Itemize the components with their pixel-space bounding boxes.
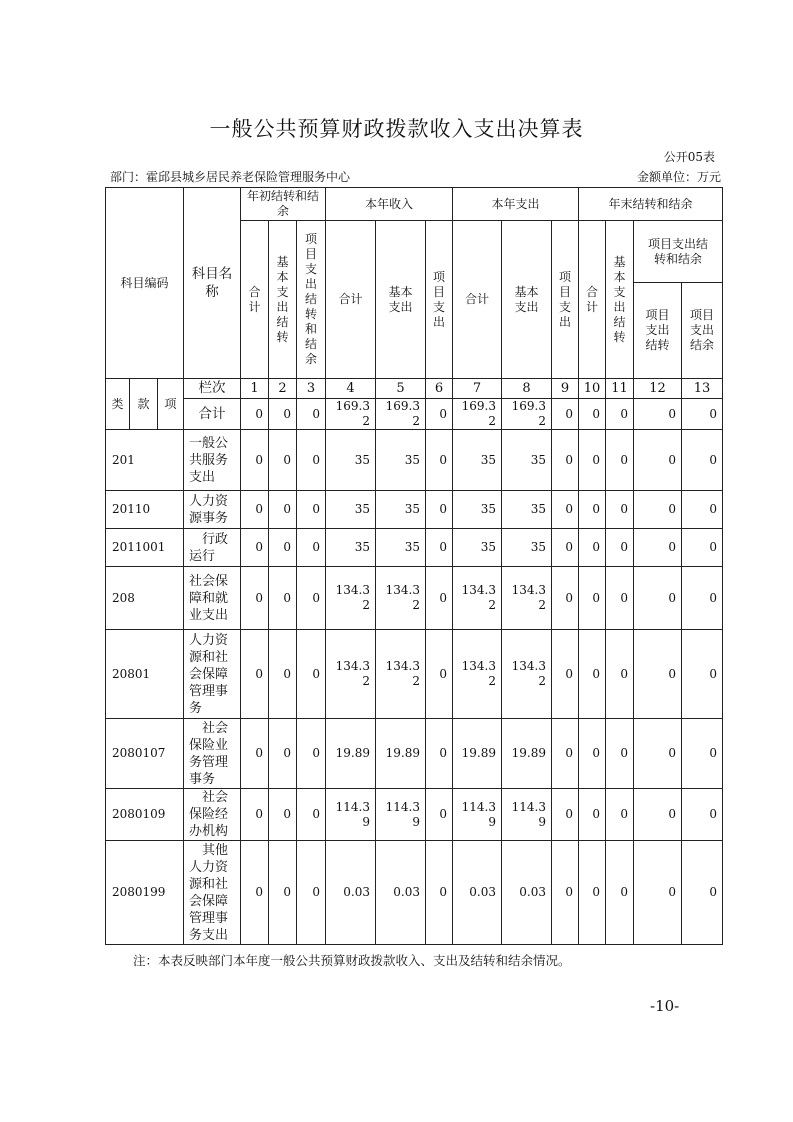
cell-value: 0 bbox=[426, 567, 453, 630]
cell-value: 0 bbox=[297, 567, 326, 630]
cell-value: 114.39 bbox=[502, 789, 552, 841]
cell-value: 0 bbox=[269, 529, 297, 567]
budget-table bbox=[105, 187, 723, 945]
cell-value: 0 bbox=[426, 630, 453, 719]
cell-value: 35 bbox=[326, 491, 376, 529]
cell-value: 114.39 bbox=[376, 789, 426, 841]
header-sub: 合计 bbox=[241, 221, 269, 379]
cell-value: 0 bbox=[297, 789, 326, 841]
document-title: 一般公共预算财政拨款收入支出决算表 bbox=[209, 117, 584, 141]
cell-value: 0 bbox=[552, 567, 579, 630]
cell-value: 0 bbox=[682, 841, 723, 945]
cell-value: 0 bbox=[269, 719, 297, 789]
cell-value: 35 bbox=[502, 529, 552, 567]
table-note: 注：本表反映部门本年度一般公共预算财政拨款收入、支出及结转和结余情况。 bbox=[133, 953, 571, 968]
cell-value: 0 bbox=[552, 529, 579, 567]
cell-value: 19.89 bbox=[326, 719, 376, 789]
cell-value: 35 bbox=[453, 430, 502, 491]
subject-code: 201 bbox=[106, 430, 184, 491]
table-row bbox=[106, 789, 723, 841]
total-value: 0 bbox=[297, 399, 326, 430]
subject-name: 一般公共服务支出 bbox=[184, 430, 241, 491]
header-sub: 合计 bbox=[579, 221, 606, 379]
cell-value: 0 bbox=[426, 430, 453, 491]
cell-value: 0 bbox=[634, 430, 682, 491]
header-code: 科目编码 bbox=[106, 188, 184, 379]
cell-value: 134.32 bbox=[376, 567, 426, 630]
cell-value: 134.32 bbox=[502, 630, 552, 719]
cell-value: 0 bbox=[579, 789, 606, 841]
column-number: 10 bbox=[579, 379, 606, 399]
cell-value: 0 bbox=[426, 789, 453, 841]
cell-value: 0 bbox=[297, 841, 326, 945]
cell-value: 0 bbox=[606, 491, 634, 529]
cell-value: 0 bbox=[634, 491, 682, 529]
cell-value: 0 bbox=[606, 841, 634, 945]
cell-value: 0 bbox=[552, 719, 579, 789]
cell-value: 134.32 bbox=[326, 567, 376, 630]
header-group: 本年收入 bbox=[326, 188, 453, 221]
cell-value: 0 bbox=[579, 529, 606, 567]
cell-value: 35 bbox=[326, 529, 376, 567]
subject-code: 2080107 bbox=[106, 719, 184, 789]
cell-value: 0.03 bbox=[502, 841, 552, 945]
subject-code: 20110 bbox=[106, 491, 184, 529]
cell-value: 19.89 bbox=[502, 719, 552, 789]
cell-value: 0 bbox=[606, 529, 634, 567]
total-value: 169.32 bbox=[376, 399, 426, 430]
table-row bbox=[106, 841, 723, 945]
column-number: 11 bbox=[606, 379, 634, 399]
cell-value: 0 bbox=[426, 491, 453, 529]
cell-value: 0 bbox=[269, 567, 297, 630]
table-row bbox=[106, 491, 723, 529]
table-row bbox=[106, 630, 723, 719]
subject-name: 社会保险经办机构 bbox=[184, 789, 241, 841]
header-lanci: 栏次 bbox=[184, 379, 241, 399]
cell-value: 0 bbox=[241, 841, 269, 945]
subject-code: 2080199 bbox=[106, 841, 184, 945]
cell-value: 35 bbox=[376, 430, 426, 491]
header-sub: 合计 bbox=[326, 221, 376, 379]
cell-value: 0.03 bbox=[453, 841, 502, 945]
column-number: 2 bbox=[269, 379, 297, 399]
subject-name: 人力资源事务 bbox=[184, 491, 241, 529]
cell-value: 0 bbox=[682, 567, 723, 630]
cell-value: 114.39 bbox=[326, 789, 376, 841]
cell-value: 0 bbox=[682, 719, 723, 789]
cell-value: 0 bbox=[579, 841, 606, 945]
cell-value: 35 bbox=[326, 430, 376, 491]
header-lei: 类 bbox=[106, 379, 130, 430]
header-group: 本年支出 bbox=[453, 188, 579, 221]
cell-value: 0 bbox=[241, 529, 269, 567]
subject-name: 人力资源和社会保障管理事务 bbox=[184, 630, 241, 719]
column-number: 8 bbox=[502, 379, 552, 399]
cell-value: 0 bbox=[634, 719, 682, 789]
column-number: 12 bbox=[634, 379, 682, 399]
page-number: -10- bbox=[650, 997, 680, 1015]
cell-value: 0 bbox=[552, 841, 579, 945]
cell-value: 0 bbox=[682, 789, 723, 841]
cell-value: 35 bbox=[453, 529, 502, 567]
column-number: 13 bbox=[682, 379, 723, 399]
cell-value: 134.32 bbox=[376, 630, 426, 719]
subject-code: 20801 bbox=[106, 630, 184, 719]
cell-value: 0 bbox=[552, 630, 579, 719]
cell-value: 0 bbox=[297, 430, 326, 491]
cell-value: 0 bbox=[241, 719, 269, 789]
header-sub: 合计 bbox=[453, 221, 502, 379]
header-kuan: 款 bbox=[130, 379, 158, 430]
header-sub: 基本支出 bbox=[376, 221, 426, 379]
cell-value: 0 bbox=[606, 430, 634, 491]
cell-value: 0 bbox=[606, 630, 634, 719]
column-number: 6 bbox=[426, 379, 453, 399]
cell-value: 35 bbox=[502, 491, 552, 529]
cell-value: 134.32 bbox=[453, 567, 502, 630]
cell-value: 0 bbox=[606, 789, 634, 841]
header-sub2: 项目支出结余 bbox=[682, 283, 723, 379]
cell-value: 35 bbox=[453, 491, 502, 529]
cell-value: 0 bbox=[606, 567, 634, 630]
form-number: 公开05表 bbox=[663, 150, 715, 164]
table-row bbox=[106, 529, 723, 567]
subject-name: 社会保险业务管理事务 bbox=[184, 719, 241, 789]
subject-name: 社会保障和就业支出 bbox=[184, 567, 241, 630]
cell-value: 35 bbox=[376, 529, 426, 567]
cell-value: 0 bbox=[269, 430, 297, 491]
cell-value: 0 bbox=[552, 430, 579, 491]
column-number: 3 bbox=[297, 379, 326, 399]
cell-value: 0 bbox=[297, 529, 326, 567]
amount-unit: 金额单位：万元 bbox=[636, 170, 721, 184]
cell-value: 0 bbox=[634, 529, 682, 567]
cell-value: 0 bbox=[552, 789, 579, 841]
cell-value: 0 bbox=[269, 630, 297, 719]
cell-value: 35 bbox=[502, 430, 552, 491]
cell-value: 0 bbox=[682, 430, 723, 491]
header-sub: 基本支出结转 bbox=[606, 221, 634, 379]
header-group: 年末结转和结余 bbox=[579, 188, 723, 221]
column-number: 7 bbox=[453, 379, 502, 399]
cell-value: 0 bbox=[297, 719, 326, 789]
cell-value: 0 bbox=[269, 841, 297, 945]
total-value: 0 bbox=[579, 399, 606, 430]
cell-value: 19.89 bbox=[376, 719, 426, 789]
cell-value: 0 bbox=[269, 789, 297, 841]
cell-value: 0 bbox=[241, 567, 269, 630]
subject-name: 行政运行 bbox=[184, 529, 241, 567]
cell-value: 0 bbox=[579, 630, 606, 719]
total-value: 169.32 bbox=[326, 399, 376, 430]
total-value: 0 bbox=[269, 399, 297, 430]
cell-value: 0 bbox=[682, 630, 723, 719]
header-sub: 基本支出结转 bbox=[269, 221, 297, 379]
cell-value: 0 bbox=[579, 719, 606, 789]
header-sub: 项目支出 bbox=[426, 221, 453, 379]
cell-value: 0 bbox=[297, 491, 326, 529]
cell-value: 0 bbox=[682, 491, 723, 529]
cell-value: 0 bbox=[579, 567, 606, 630]
cell-value: 0 bbox=[426, 529, 453, 567]
column-number: 4 bbox=[326, 379, 376, 399]
header-sub: 项目支出 bbox=[552, 221, 579, 379]
header-name: 科目名称 bbox=[184, 188, 241, 379]
total-value: 0 bbox=[552, 399, 579, 430]
subject-code: 208 bbox=[106, 567, 184, 630]
cell-value: 0 bbox=[241, 491, 269, 529]
total-value: 169.32 bbox=[502, 399, 552, 430]
cell-value: 0 bbox=[426, 841, 453, 945]
header-sub: 项目支出结转和结余 bbox=[634, 221, 723, 283]
cell-value: 0 bbox=[606, 719, 634, 789]
header-sub: 项目支出结转和结余 bbox=[297, 221, 326, 379]
cell-value: 35 bbox=[376, 491, 426, 529]
cell-value: 0 bbox=[579, 430, 606, 491]
total-label: 合计 bbox=[184, 399, 241, 430]
cell-value: 134.32 bbox=[502, 567, 552, 630]
table-row bbox=[106, 719, 723, 789]
table-row bbox=[106, 430, 723, 491]
subject-code: 2011001 bbox=[106, 529, 184, 567]
cell-value: 0 bbox=[682, 529, 723, 567]
cell-value: 0 bbox=[634, 630, 682, 719]
total-value: 0 bbox=[682, 399, 723, 430]
subject-name: 其他人力资源和社会保障管理事务支出 bbox=[184, 841, 241, 945]
cell-value: 0 bbox=[426, 719, 453, 789]
total-value: 0 bbox=[241, 399, 269, 430]
cell-value: 0 bbox=[634, 789, 682, 841]
cell-value: 0 bbox=[241, 789, 269, 841]
cell-value: 114.39 bbox=[453, 789, 502, 841]
cell-value: 0 bbox=[241, 630, 269, 719]
header-sub2: 项目支出结转 bbox=[634, 283, 682, 379]
cell-value: 134.32 bbox=[453, 630, 502, 719]
total-value: 0 bbox=[426, 399, 453, 430]
cell-value: 0 bbox=[634, 841, 682, 945]
table-row bbox=[106, 567, 723, 630]
total-value: 0 bbox=[606, 399, 634, 430]
header-xiang: 项 bbox=[158, 379, 184, 430]
header-group: 年初结转和结余 bbox=[241, 188, 326, 221]
cell-value: 0.03 bbox=[376, 841, 426, 945]
column-number: 5 bbox=[376, 379, 426, 399]
cell-value: 0 bbox=[634, 567, 682, 630]
total-value: 0 bbox=[634, 399, 682, 430]
cell-value: 0 bbox=[297, 630, 326, 719]
department: 部门：霍邱县城乡居民养老保险管理服务中心 bbox=[110, 170, 351, 184]
subject-code: 2080109 bbox=[106, 789, 184, 841]
cell-value: 0.03 bbox=[326, 841, 376, 945]
total-value: 169.32 bbox=[453, 399, 502, 430]
column-number: 1 bbox=[241, 379, 269, 399]
cell-value: 0 bbox=[552, 491, 579, 529]
cell-value: 19.89 bbox=[453, 719, 502, 789]
cell-value: 0 bbox=[241, 430, 269, 491]
column-number: 9 bbox=[552, 379, 579, 399]
header-sub: 基本支出 bbox=[502, 221, 552, 379]
cell-value: 0 bbox=[579, 491, 606, 529]
cell-value: 134.32 bbox=[326, 630, 376, 719]
cell-value: 0 bbox=[269, 491, 297, 529]
